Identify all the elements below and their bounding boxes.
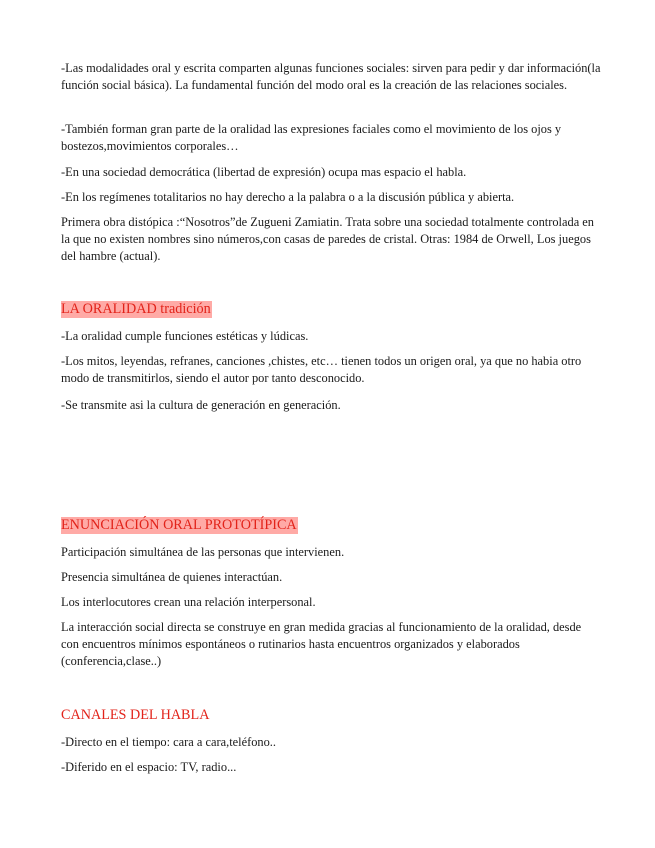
paragraph-interaccion-social: La interacción social directa se construye en gran medida gracias al funcionamiento de la oralidad, desde con encuentros mínimos espontáneos o rutinarios hasta encuentros organizados y elaborados (conferencia,clase..) xyxy=(61,620,582,668)
heading-enunciacion-oral xyxy=(61,516,298,534)
heading-canales-habla: CANALES DEL HABLA xyxy=(61,707,210,723)
heading-oralidad-tradicion xyxy=(61,300,212,318)
paragraph-modalidades: -Las modalidades oral y escrita comparten algunas funciones sociales: sirven para pedir y dar información(la función social básica). La fundamental función del modo oral es la creación de las relaciones sociales. xyxy=(61,61,601,92)
paragraph-directo-tiempo: -Directo en el tiempo: cara a cara,teléfono.. xyxy=(61,735,276,749)
paragraph-participacion: Participación simultánea de las personas que intervienen. xyxy=(61,545,345,559)
heading-enunciacion-oral-text: ENUNCIACIÓN ORAL PROTOTÍPICA xyxy=(61,517,297,533)
paragraph-sociedad-democratica: -En una sociedad democrática (libertad de expresión) ocupa mas espacio el habla. xyxy=(61,165,467,179)
heading-oralidad-tradicion-text: LA ORALIDAD tradición xyxy=(61,301,211,317)
paragraph-presencia: Presencia simultánea de quienes interactúan. xyxy=(61,570,283,584)
paragraph-interlocutores: Los interlocutores crean una relación interpersonal. xyxy=(61,595,316,609)
paragraph-expresiones-faciales: -También forman gran parte de la oralidad las expresiones faciales como el movimiento de los ojos y bostezos,movimientos corporales… xyxy=(61,122,562,153)
paragraph-transmite-cultura: -Se transmite asi la cultura de generación en generación. xyxy=(61,398,341,412)
paragraph-obra-distopica: Primera obra distópica :“Nosotros”de Zugueni Zamiatin. Trata sobre una sociedad totalmente controlada en la que no existen nombres sino números,con casas de paredes de cristal. Otras: 1984 de Orwell, Los juegos del hambre (actual). xyxy=(61,215,594,263)
paragraph-diferido-espacio: -Diferido en el espacio: TV, radio... xyxy=(61,760,237,774)
paragraph-funciones-esteticas: -La oralidad cumple funciones estéticas y lúdicas. xyxy=(61,329,309,343)
paragraph-regimenes-totalitarios: -En los regímenes totalitarios no hay derecho a la palabra o a la discusión pública y abierta. xyxy=(61,190,515,204)
paragraph-mitos-leyendas: -Los mitos, leyendas, refranes, canciones ,chistes, etc… tienen todos un origen oral, ya que no habia otro modo de transmitirlos, siendo el autor por tanto desconocido. xyxy=(61,354,582,385)
